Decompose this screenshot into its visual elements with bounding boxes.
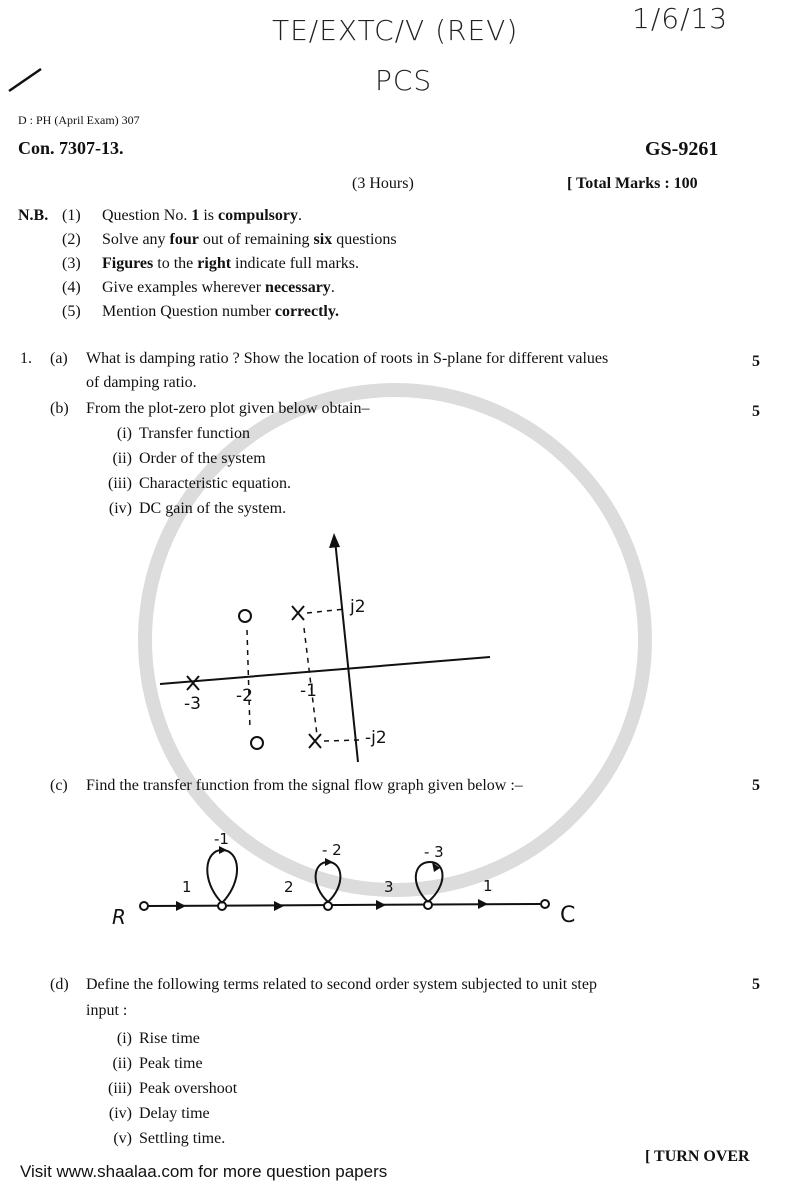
branch-gain: 3 <box>384 878 394 896</box>
nb-item-part: Mention Question number <box>102 303 275 320</box>
branch-gain: 2 <box>284 878 294 896</box>
q1b-item-text: Characteristic equation. <box>139 475 291 492</box>
pole-marker <box>292 606 304 620</box>
imag-axis <box>335 540 358 762</box>
q1d-item-text: Peak time <box>139 1055 203 1072</box>
nb-item-number: (2) <box>62 231 81 248</box>
nb-item-part: 1 <box>191 207 200 224</box>
nb-item-number: (1) <box>62 207 81 224</box>
nb-item-part: Figures <box>102 255 154 272</box>
q1b-text: From the plot-zero plot given below obtain– <box>86 400 370 417</box>
nb-item-part: right <box>197 255 232 272</box>
label-minus-j2: -j2 <box>365 728 387 748</box>
q1-number: 1. <box>20 350 32 367</box>
q1b-item-number: (iii) <box>108 475 132 492</box>
q1b-item-number: (i) <box>116 425 132 442</box>
q1c-marks: 5 <box>752 777 760 794</box>
q1d-text: Define the following terms related to second order system subjected to unit step <box>86 976 597 993</box>
nb-item-part: questions <box>332 231 397 248</box>
loop-gain: - 3 <box>424 843 444 861</box>
exam-code: D : PH (April Exam) 307 <box>18 113 140 127</box>
branch-gain: 1 <box>483 877 493 895</box>
q1b-marks: 5 <box>752 403 760 420</box>
q1a-label: (a) <box>50 350 68 367</box>
q1d-item-number: (v) <box>113 1130 132 1147</box>
q1d-item-text: Rise time <box>139 1030 200 1047</box>
label-minus-1: -1 <box>300 681 317 701</box>
q1d-text-2: input : <box>86 1002 128 1019</box>
arrow-head <box>376 900 386 910</box>
q1d-item-text: Settling time. <box>139 1130 226 1147</box>
self-loop <box>207 850 237 903</box>
signal-flow-graph <box>0 820 800 950</box>
paper-code: GS-9261 <box>645 138 719 160</box>
pole-marker <box>187 676 199 690</box>
q1b-item-number: (iv) <box>108 500 132 517</box>
pole-marker <box>309 734 321 748</box>
q1d-item-number: (ii) <box>112 1055 132 1072</box>
nb-item-text <box>102 207 302 225</box>
node <box>218 902 226 910</box>
nb-item-part: Question No. <box>102 207 192 224</box>
q1d-label: (d) <box>50 976 69 993</box>
nb-item-number: (5) <box>62 303 81 320</box>
nb-label: N.B. <box>18 207 49 224</box>
label-r: R <box>112 905 126 929</box>
real-axis <box>160 657 490 684</box>
nb-item-part: four <box>169 231 199 248</box>
node-r <box>140 902 148 910</box>
node <box>324 902 332 910</box>
nb-item-part: is <box>199 207 218 224</box>
duration: (3 Hours) <box>352 175 414 192</box>
nb-item-part: out of remaining <box>198 231 314 248</box>
q1a-marks: 5 <box>752 353 760 370</box>
nb-item-part: . <box>298 207 302 224</box>
zero-marker <box>251 737 263 749</box>
nb-item-part: . <box>330 279 335 296</box>
branch-gain: 1 <box>182 878 192 896</box>
zero-marker <box>239 610 251 622</box>
arrow-head <box>478 899 488 909</box>
nb-item-part: indicate full marks. <box>231 255 360 272</box>
axis-arrow <box>329 533 340 548</box>
q1a-text-2: of damping ratio. <box>86 374 197 391</box>
nb-item-part: to the <box>153 255 198 272</box>
label-minus-3: -3 <box>184 694 201 714</box>
q1d-item-number: (i) <box>116 1030 132 1047</box>
q1d-marks: 5 <box>752 976 760 993</box>
handwritten-subject: PCS <box>375 64 433 97</box>
nb-item-text <box>102 279 335 297</box>
nb-item-number: (3) <box>62 255 81 272</box>
q1d-item-number: (iii) <box>108 1080 132 1097</box>
q1d-item-text: Delay time <box>139 1105 210 1122</box>
nb-item-part: Solve any <box>102 231 170 248</box>
q1b-label: (b) <box>50 400 69 417</box>
footer-visit: Visit www.shaalaa.com for more question papers <box>20 1162 388 1181</box>
q1c-text: Find the transfer function from the signal flow graph given below :– <box>86 777 523 794</box>
arrow-head <box>176 901 186 911</box>
arrow-head <box>274 901 284 911</box>
nb-item-text <box>102 255 359 273</box>
q1b-item-text: DC gain of the system. <box>139 500 287 517</box>
label-c: C <box>560 903 576 928</box>
loop-gain: -1 <box>214 830 229 848</box>
total-marks: [ Total Marks : 100 <box>567 175 698 192</box>
nb-item-part: compulsory <box>218 207 298 224</box>
node <box>424 901 432 909</box>
label-minus-2: -2 <box>236 686 253 706</box>
nb-item-text <box>102 231 397 249</box>
nb-item-part: Give examples wherever <box>102 279 266 296</box>
arrow-head <box>325 858 333 866</box>
handwritten-date: 1/6/13 <box>632 2 729 35</box>
loop-gain: - 2 <box>322 841 342 859</box>
q1d-item-text: Peak overshoot <box>139 1080 238 1097</box>
turn-over: [ TURN OVER <box>645 1148 750 1165</box>
nb-item-part: correctly. <box>274 303 339 320</box>
handwritten-course: TE/EXTC/V (REV) <box>272 14 519 47</box>
q1b-item-number: (ii) <box>112 450 132 467</box>
nb-item-part: necessary <box>265 279 331 296</box>
node-c <box>541 900 549 908</box>
q1c-label: (c) <box>50 777 68 794</box>
self-loop <box>316 862 341 902</box>
q1a-text: What is damping ratio ? Show the location of roots in S-plane for different values <box>86 350 609 367</box>
con-number: Con. 7307-13. <box>18 138 124 158</box>
label-j2: j2 <box>350 597 366 617</box>
nb-item-text <box>102 303 339 321</box>
q1b-item-text: Transfer function <box>139 425 250 442</box>
q1d-item-number: (iv) <box>108 1105 132 1122</box>
nb-item-part: six <box>313 231 333 248</box>
q1b-item-text: Order of the system <box>139 450 266 467</box>
nb-item-number: (4) <box>62 279 81 296</box>
